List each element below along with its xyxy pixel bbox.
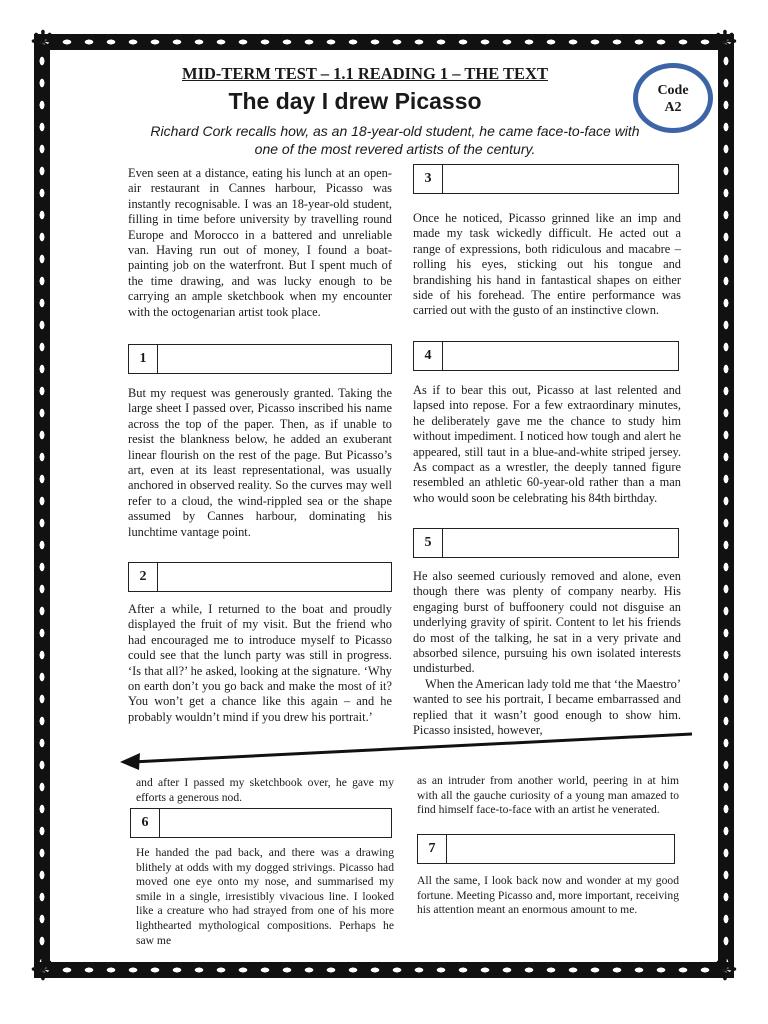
decorative-border-left	[34, 50, 50, 962]
gap-7-input[interactable]	[447, 835, 674, 863]
gap-number: 6	[131, 809, 160, 837]
paragraph-after-gap-2: After a while, I returned to the boat and proudly displayed the fruit of my visit. But the friend who had encouraged me to introduce myself to Picasso could see that the lunch party was still in progress. ‘Is that all?’ he asked, looking at the signature. ‘Why on earth don’t you go back and make the most of it? You won’t get a chance like this again – and he probably wouldn’t mind if you drew his portrait.’	[128, 602, 392, 724]
gap-4	[413, 341, 679, 371]
code-label: Code	[657, 83, 689, 98]
corner-ornament-icon: ❋	[30, 953, 56, 988]
gap-1	[128, 344, 392, 374]
paragraph-after-gap-6: He handed the pad back, and there was a drawing blithely at odds with my dogged strivings. Picasso had moved one eye onto my nose, and summarised my smile in a single, irresistibly vivacious line. I looked like a creature who had strayed from one of his more lighthearted mythological compositions. Perhaps he saw me	[136, 846, 394, 947]
gap-6-input[interactable]	[160, 809, 391, 837]
gap-6	[130, 808, 392, 838]
decorative-border-right	[718, 50, 734, 962]
gap-number: 4	[414, 342, 443, 370]
intro-paragraph: Even seen at a distance, eating his lunch at an open-air restaurant in Cannes harbour, Picasso was instantly recognisable. I was an 18-year-old student, filling in time before university by travelling round Europe and Morocco in a battered and unreliable van. Having run out of money, I found a boat-painting job on the waterfront. But I spent much of the time drawing, and was lucky enough to be carrying an ample sketchbook when my encounter with the octogenarian artist took place.	[128, 166, 392, 319]
gap-7	[417, 834, 675, 864]
article-title: The day I drew Picasso	[228, 88, 482, 114]
paragraph-maestro: When the American lady told me that ‘the Maestro’ wanted to see his portrait, I became embarrassed and replied that it wasn’t good enough to show him. Picasso insisted, however,	[413, 677, 681, 738]
gap-number: 1	[129, 345, 158, 373]
decorative-border-top	[34, 34, 734, 50]
bottom-left-continuation: and after I passed my sketchbook over, he gave my efforts a generous nod.	[136, 776, 394, 804]
article-subtitle: Richard Cork recalls how, as an 18-year-old student, he came face-to-face with one of the most revered artists of the century.	[150, 123, 640, 157]
gap-5	[413, 528, 679, 558]
gap-number: 5	[414, 529, 443, 557]
gap-5-input[interactable]	[443, 529, 678, 557]
paragraph-after-gap-5: He also seemed curiously removed and alone, even though there was plenty of company nearby. His engaging burst of buffoonery could not disguise an underlying gravity of spirit. Content to let his friends do most of the talking, he sat in a very private and absorbed silence, pursuing his own isolated interests undisturbed.	[413, 569, 681, 676]
corner-ornament-icon: ❋	[30, 25, 56, 60]
code-value: A2	[664, 100, 682, 115]
gap-3	[413, 164, 679, 194]
gap-1-input[interactable]	[158, 345, 391, 373]
corner-ornament-icon: ❋	[712, 953, 738, 988]
gap-2-input[interactable]	[158, 563, 391, 591]
code-badge	[633, 63, 713, 133]
bottom-right-continuation: as an intruder from another world, peering in at him with all the gauche curiosity of a young man amazed to find himself face-to-face with an artist he venerated.	[417, 774, 679, 817]
corner-ornament-icon: ❋	[712, 25, 738, 60]
paragraph-after-gap-1: But my request was generously granted. Taking the large sheet I passed over, Picasso inscribed his name across the top of the paper. Then, as if unable to resist the blankness below, he added an exuberant linear flourish on the rest of the page. But Picasso’s art, even at its least representational, was usually anchored in observed reality. So the curves may well refer to a cloud, the wind-rippled sea or the shape assumed by Cannes harbour, dominating his lunchtime vantage point.	[128, 386, 392, 539]
gap-4-input[interactable]	[443, 342, 678, 370]
paragraph-after-gap-3: Once he noticed, Picasso grinned like an imp and made my task wickedly difficult. He acted out a range of expressions, both ridiculous and macabre – rolling his eyes, sticking out his tongue and brandishing his hand in fantastical shapes on either side of his forehead. The entire performance was carried out with the gusto of an instinctive clown.	[413, 211, 681, 318]
gap-number: 3	[414, 165, 443, 193]
gap-number: 7	[418, 835, 447, 863]
gap-2	[128, 562, 392, 592]
decorative-border-bottom	[34, 962, 734, 978]
paragraph-after-gap-4: As if to bear this out, Picasso at last relented and lapsed into repose. For a few extraordinary minutes, he deliberately gave me the chance to study him without impediment. I noticed how tough and alert he appeared, still taut in a blue-and-white striped jersey. As compact as a wrestler, the deeply tanned figure resembled an athletic 60-year-old rather than a man who would soon be celebrating his 84th birthday.	[413, 383, 681, 505]
gap-number: 2	[129, 563, 158, 591]
gap-3-input[interactable]	[443, 165, 678, 193]
test-header: MID-TERM TEST – 1.1 READING 1 – THE TEXT	[182, 64, 548, 83]
paragraph-after-gap-7: All the same, I look back now and wonder at my good fortune. Meeting Picasso and, more important, receiving his attention meant an enormous amount to me.	[417, 874, 679, 917]
